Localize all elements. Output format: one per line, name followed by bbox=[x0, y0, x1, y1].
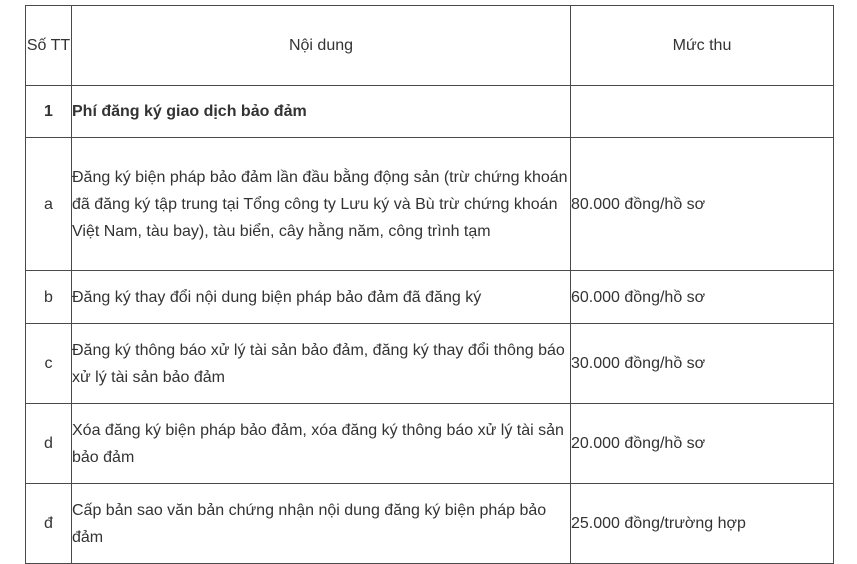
row-fee bbox=[571, 86, 834, 138]
row-fee: 80.000 đồng/hồ sơ bbox=[571, 138, 834, 271]
table-header-row bbox=[26, 6, 834, 86]
row-content: Phí đăng ký giao dịch bảo đảm bbox=[72, 86, 571, 138]
row-stt: đ bbox=[26, 484, 72, 564]
header-fee: Mức thu bbox=[571, 6, 834, 86]
header-stt: Số TT bbox=[26, 6, 72, 86]
row-content: Đăng ký thông báo xử lý tài sản bảo đảm, đăng ký thay đổi thông báo xử lý tài sản bảo đảm bbox=[72, 324, 571, 404]
table-row bbox=[26, 138, 834, 271]
table-row bbox=[26, 324, 834, 404]
table-row bbox=[26, 271, 834, 324]
header-content: Nội dung bbox=[72, 6, 571, 86]
row-stt: b bbox=[26, 271, 72, 324]
row-content: Xóa đăng ký biện pháp bảo đảm, xóa đăng ký thông báo xử lý tài sản bảo đảm bbox=[72, 404, 571, 484]
table-row bbox=[26, 86, 834, 138]
fee-table bbox=[25, 5, 834, 564]
row-stt: d bbox=[26, 404, 72, 484]
table-row bbox=[26, 484, 834, 564]
row-fee: 20.000 đồng/hồ sơ bbox=[571, 404, 834, 484]
row-fee: 30.000 đồng/hồ sơ bbox=[571, 324, 834, 404]
row-content: Đăng ký biện pháp bảo đảm lần đầu bằng động sản (trừ chứng khoán đã đăng ký tập trung tại Tổng công ty Lưu ký và Bù trừ chứng khoán Việt Nam, tàu bay), tàu biển, cây hằng năm, công trình tạm bbox=[72, 138, 571, 271]
row-stt: c bbox=[26, 324, 72, 404]
row-stt: a bbox=[26, 138, 72, 271]
row-content: Cấp bản sao văn bản chứng nhận nội dung đăng ký biện pháp bảo đảm bbox=[72, 484, 571, 564]
table-row bbox=[26, 404, 834, 484]
row-content: Đăng ký thay đổi nội dung biện pháp bảo đảm đã đăng ký bbox=[72, 271, 571, 324]
row-fee: 25.000 đồng/trường hợp bbox=[571, 484, 834, 564]
row-fee: 60.000 đồng/hồ sơ bbox=[571, 271, 834, 324]
row-stt: 1 bbox=[26, 86, 72, 138]
